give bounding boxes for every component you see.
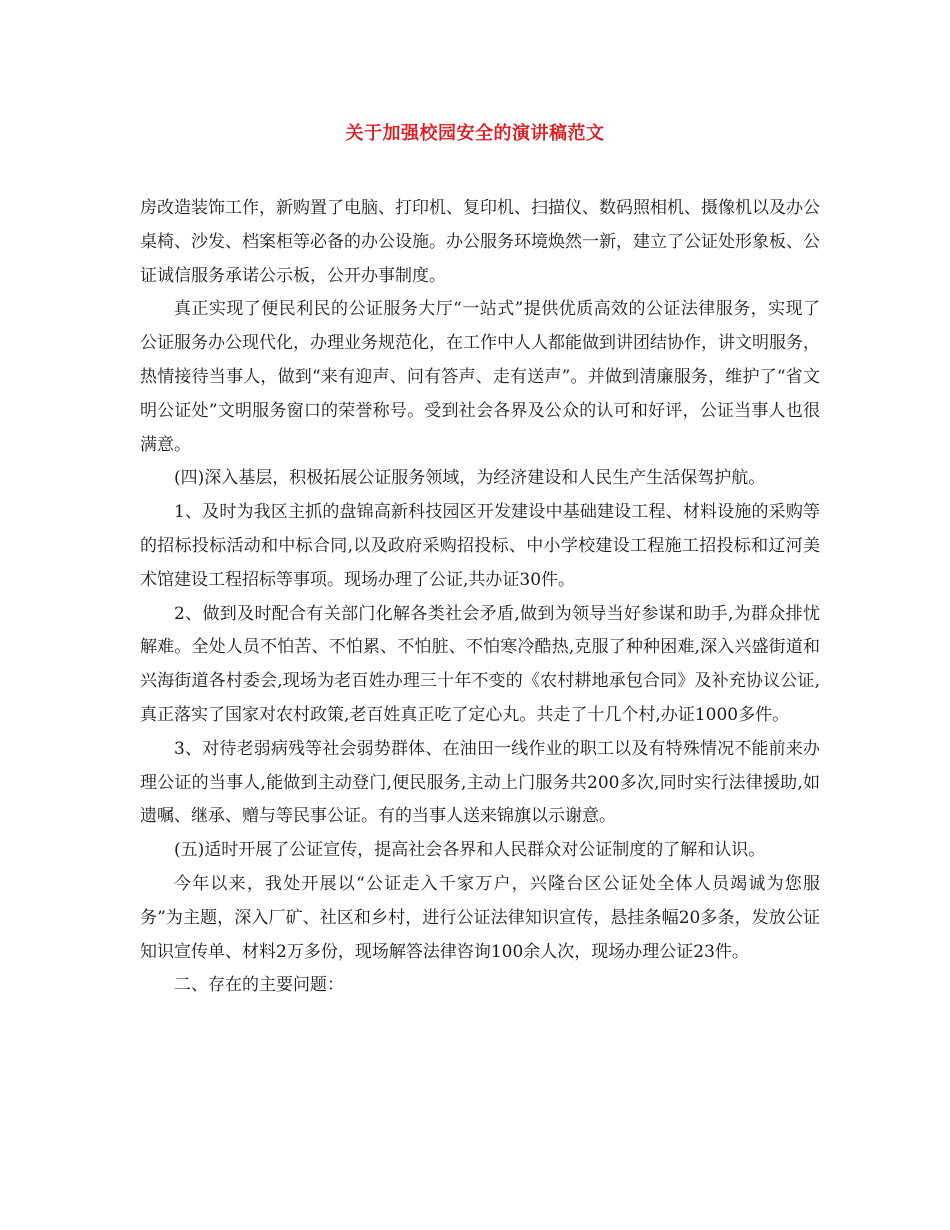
paragraph-8: 今年以来，我处开展以“公证走入千家万户，兴隆台区公证处全体人员竭诚为您服务”为主题，深入厂矿、社区和乡村，进行公证法律知识宣传，悬挂条幅20多条，发放公证知识宣传单、材料2万多份，现场解答法律咨询100余人次，现场办理公证23件。 bbox=[140, 873, 820, 962]
paragraph-5: 2、做到及时配合有关部门化解各类社会矛盾,做到为领导当好参谋和助手,为群众排忧解难。全处人员不怕苦、不怕累、不怕脏、不怕寒冷酷热,克服了种种困难,深入兴盛街道和兴海街道各村委会,现场为老百姓办理三十年不变的《农村耕地承包合同》及补充协议公证,真正落实了国家对农村政策,老百姓真正吃了定心丸。共走了十几个村,办证1000多件。 bbox=[140, 603, 820, 725]
document-title: 关于加强校园安全的演讲稿范文 bbox=[345, 123, 605, 144]
paragraph-7: (五)适时开展了公证宣传，提高社会各界和人民群众对公证制度的了解和认识。 bbox=[174, 840, 766, 861]
paragraph-9: 二、存在的主要问题： bbox=[174, 975, 344, 996]
document-body bbox=[140, 192, 820, 1003]
paragraph-1: 房改造装饰工作，新购置了电脑、打印机、复印机、扫描仪、数码照相机、摄像机以及办公桌椅、沙发、档案柜等必备的办公设施。办公服务环境焕然一新，建立了公证处形象板、公证诚信服务承诺公示板，公开办事制度。 bbox=[140, 198, 820, 286]
paragraph-3: (四)深入基层，积极拓展公证服务领域，为经济建设和人民生产生活保驾护航。 bbox=[174, 468, 766, 489]
paragraph-2: 真正实现了便民利民的公证服务大厅“一站式”提供优质高效的公证法律服务，实现了公证服务办公现代化，办理业务规范化，在工作中人人都能做到讲团结协作，讲文明服务，热情接待当事人，做到“来有迎声、问有答声、走有送声”。并做到清廉服务，维护了“省文明公证处”文明服务窗口的荣誉称号。受到社会各界及公众的认可和好评，公证当事人也很满意。 bbox=[140, 299, 820, 455]
paragraph-4: 1、及时为我区主抓的盘锦高新科技园区开发建设中基础建设工程、材料设施的采购等的招标投标活动和中标合同,以及政府采购招投标、中小学校建设工程施工招投标和辽河美术馆建设工程招标等事项。现场办理了公证,共办证30件。 bbox=[140, 502, 820, 590]
paragraph-6: 3、对待老弱病残等社会弱势群体、在油田一线作业的职工以及有特殊情况不能前来办理公证的当事人,能做到主动登门,便民服务,主动上门服务共200多次,同时实行法律援助,如遗嘱、继承、赠与等民事公证。有的当事人送来锦旗以示谢意。 bbox=[140, 738, 820, 827]
